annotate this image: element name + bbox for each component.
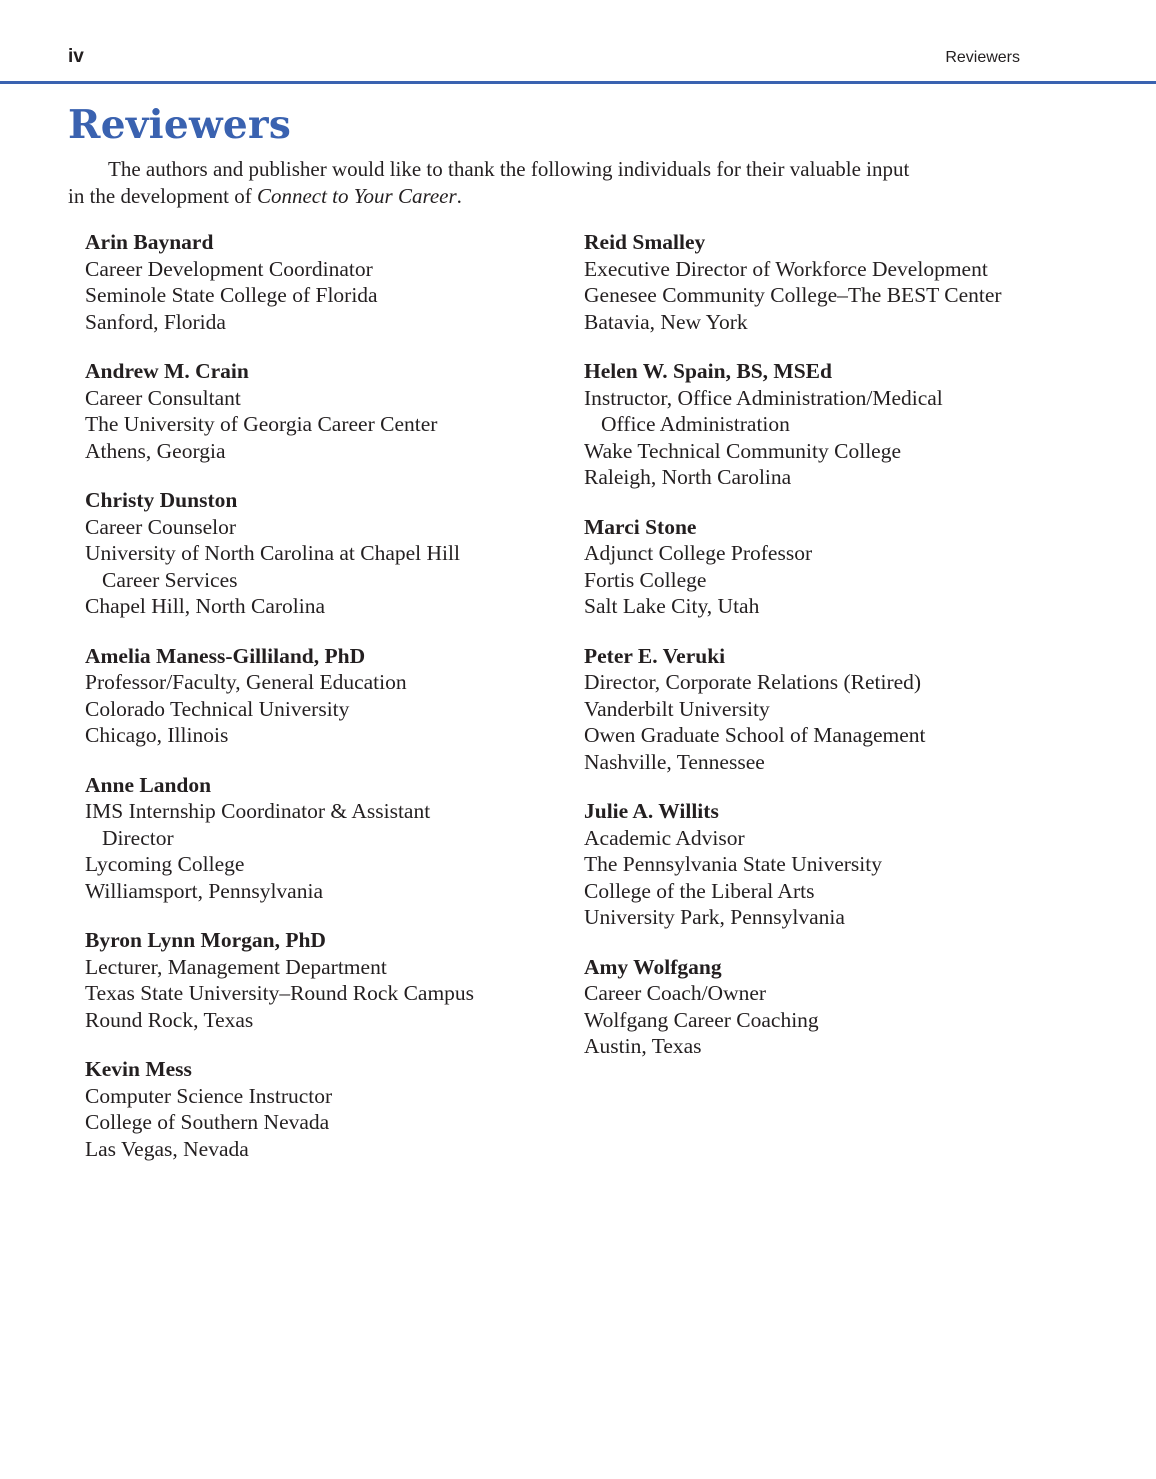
reviewer-detail-line: Fortis College	[584, 567, 707, 592]
reviewer-detail-line: Raleigh, North Carolina	[584, 465, 792, 489]
reviewer-detail-line: Director	[102, 825, 174, 850]
reviewer-detail-line: Chapel Hill, North Carolina	[85, 594, 326, 618]
reviewer-detail-line: Round Rock, Texas	[85, 1007, 254, 1032]
header-rule	[0, 81, 1156, 84]
reviewer-name: Arin Baynard	[85, 230, 214, 254]
reviewer-detail-line: Batavia, New York	[584, 309, 748, 334]
reviewer-detail-line: Owen Graduate School of Management	[584, 723, 926, 747]
reviewer-detail-line: Texas State University–Round Rock Campus	[85, 981, 475, 1005]
reviewer-name: Christy Dunston	[85, 488, 238, 512]
reviewer-name: Marci Stone	[584, 514, 697, 539]
reviewer-detail-line: Computer Science Instructor	[85, 1083, 333, 1108]
reviewer-detail-line: IMS Internship Coordinator & Assistant	[85, 799, 431, 823]
reviewer-detail-line: College of Southern Nevada	[85, 1110, 330, 1134]
reviewer-entry	[85, 229, 555, 335]
reviewer-name: Anne Landon	[85, 772, 212, 797]
reviewer-detail-line: Salt Lake City, Utah	[584, 594, 760, 618]
reviewer-detail-line: Lecturer, Management Department	[85, 954, 387, 979]
reviewer-entry	[85, 643, 555, 749]
reviewer-detail-line: Adjunct College Professor	[584, 541, 813, 565]
reviewer-entry	[85, 1056, 555, 1162]
reviewer-entry	[584, 954, 1054, 1060]
page-number: iv	[68, 46, 84, 67]
reviewer-detail-line: The Pennsylvania State University	[584, 852, 882, 876]
reviewer-entry	[584, 514, 1054, 620]
reviewer-detail-line: Wolfgang Career Coaching	[584, 1007, 819, 1032]
reviewer-name: Julie A. Willits	[584, 799, 719, 823]
reviewer-detail-line: Sanford, Florida	[85, 309, 226, 334]
reviewer-detail-line: Director, Corporate Relations (Retired)	[584, 670, 922, 694]
reviewer-name: Peter E. Veruki	[584, 643, 726, 668]
reviewer-detail-line: Office Administration	[601, 412, 790, 436]
reviewer-detail-line: Genesee Community College–The BEST Center	[584, 283, 1002, 307]
book-title: Connect to Your Career	[256, 183, 457, 208]
intro-suffix: .	[456, 183, 462, 208]
reviewer-detail-line: Professor/Faculty, General Education	[85, 670, 407, 694]
reviewer-detail-line: Austin, Texas	[584, 1034, 702, 1058]
reviewer-name: Kevin Mess	[85, 1057, 192, 1081]
reviewer-detail-line: Nashville, Tennessee	[584, 749, 765, 774]
reviewer-detail-line: Chicago, Illinois	[85, 723, 229, 747]
reviewer-detail-line: Seminole State College of Florida	[85, 283, 378, 307]
reviewer-entry	[584, 358, 1054, 491]
reviewer-entry	[584, 229, 1054, 335]
reviewer-name: Reid Smalley	[584, 230, 706, 254]
reviewer-entry	[85, 772, 555, 905]
reviewer-name: Byron Lynn Morgan, PhD	[85, 928, 326, 952]
reviewer-detail-line: University Park, Pennsylvania	[584, 905, 845, 929]
intro-line-1: The authors and publisher would like to thank the following individuals for their valuable input	[108, 157, 910, 181]
reviewer-detail-line: Colorado Technical University	[85, 696, 350, 721]
reviewer-detail-line: Athens, Georgia	[85, 438, 226, 463]
reviewer-detail-line: Career Services	[102, 567, 238, 592]
reviewer-detail-line: Career Coach/Owner	[584, 981, 767, 1005]
reviewer-name: Helen W. Spain, BS, MSEd	[584, 359, 832, 383]
reviewer-detail-line: Las Vegas, Nevada	[85, 1136, 249, 1161]
reviewer-entry	[85, 927, 555, 1033]
reviewer-detail-line: Instructor, Office Administration/Medical	[584, 385, 943, 410]
intro-prefix: in the development of	[68, 183, 257, 208]
reviewer-name: Amelia Maness-Gilliland, PhD	[85, 643, 366, 668]
reviewer-entry	[584, 798, 1054, 931]
reviewer-detail-line: Career Development Coordinator	[85, 256, 373, 281]
reviewer-name: Andrew M. Crain	[85, 359, 249, 383]
reviewer-entry	[85, 358, 555, 464]
reviewer-detail-line: Academic Advisor	[584, 825, 745, 850]
reviewer-detail-line: Career Counselor	[85, 514, 237, 539]
running-header: Reviewers	[945, 49, 1020, 66]
reviewer-detail-line: Vanderbilt University	[584, 696, 770, 721]
intro-paragraph	[68, 156, 1008, 209]
reviewer-name: Amy Wolfgang	[584, 954, 722, 979]
page-title: Reviewers	[68, 102, 292, 148]
reviewer-detail-line: The University of Georgia Career Center	[85, 412, 438, 436]
reviewer-detail-line: University of North Carolina at Chapel Hill	[85, 541, 460, 565]
reviewers-column-left	[85, 229, 555, 1185]
reviewer-detail-line: Lycoming College	[85, 852, 245, 876]
reviewer-detail-line: Career Consultant	[85, 385, 241, 410]
reviewer-detail-line: College of the Liberal Arts	[584, 878, 815, 903]
reviewers-column-right	[584, 229, 1054, 1083]
reviewer-entry	[85, 487, 555, 620]
reviewer-entry	[584, 643, 1054, 776]
reviewer-detail-line: Williamsport, Pennsylvania	[85, 878, 323, 903]
intro-line-2	[68, 183, 1008, 210]
reviewer-detail-line: Wake Technical Community College	[584, 438, 901, 463]
reviewer-detail-line: Executive Director of Workforce Development	[584, 256, 988, 281]
